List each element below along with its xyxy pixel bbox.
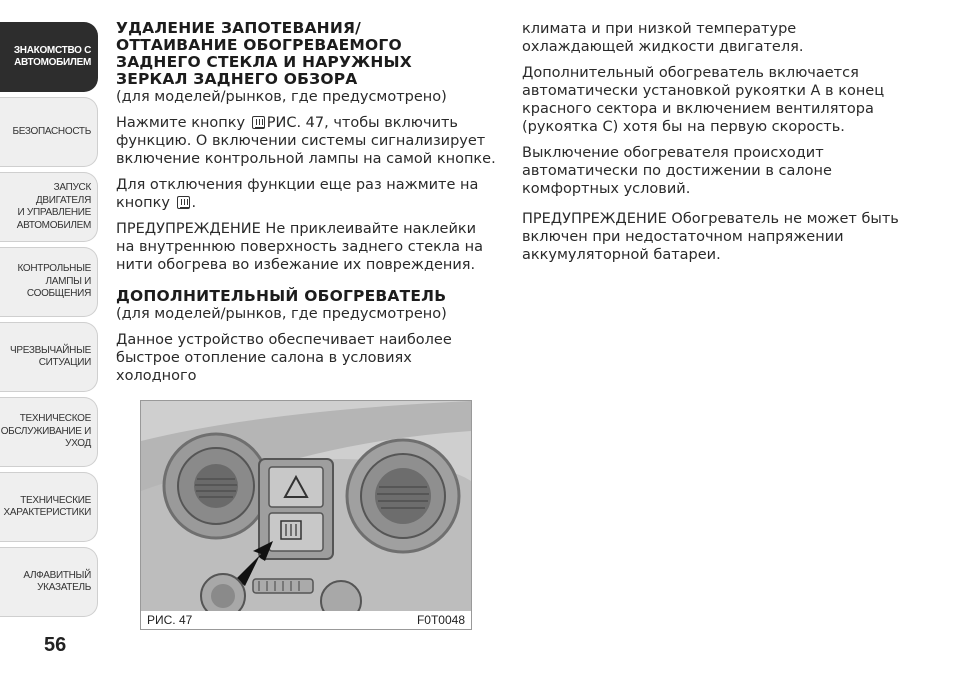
- text-fragment: РИС. 47, чтобы включить функцию. О включении системы сигнализирует включение контрольной лампы на самой кнопке.: [116, 115, 496, 167]
- tab-znakomstvo[interactable]: ЗНАКОМСТВО С АВТОМОБИЛЕМ: [0, 22, 98, 92]
- text-fragment: Для отключения функции еще раз нажмите на кнопку: [116, 177, 479, 211]
- availability-note: (для моделей/рынков, где предусмотрено): [116, 306, 447, 322]
- figure-caption: [141, 611, 471, 629]
- tab-zapusk[interactable]: ЗАПУСК ДВИГАТЕЛЯ И УПРАВЛЕНИЕ АВТОМОБИЛЕМ: [0, 172, 98, 242]
- paragraph-heater-cont: климата и при низкой температуре охлаждающей жидкости двигателя.: [522, 21, 804, 55]
- warning-stickers: ПРЕДУПРЕЖДЕНИЕ Не приклеивайте наклейки на внутреннюю поверхность заднего стекла на нити обогрева во избежание их повреждения.: [116, 221, 484, 273]
- section-heading-defrost: УДАЛЕНИЕ ЗАПОТЕВАНИЯ/ ОТТАИВАНИЕ ОБОГРЕВАЕМОГО ЗАДНЕГО СТЕКЛА И НАРУЖНЫХ ЗЕРКАЛ ЗАДНЕГО ОБЗОРА: [116, 19, 412, 88]
- paragraph-press-button: [116, 114, 496, 168]
- availability-note: (для моделей/рынков, где предусмотрено): [116, 89, 447, 105]
- text-fragment: .: [191, 195, 197, 211]
- paragraph-turn-off: [116, 176, 496, 212]
- page-number: 56: [44, 634, 67, 656]
- paragraph-heater-off: Выключение обогревателя происходит автоматически по достижении в салоне комфортных условий.: [522, 145, 832, 197]
- dashboard-illustration: [141, 401, 471, 611]
- rear-defrost-icon: [177, 196, 190, 209]
- tab-harakteristiki[interactable]: ТЕХНИЧЕСКИЕ ХАРАКТЕРИСТИКИ: [0, 472, 98, 542]
- warning-battery: ПРЕДУПРЕЖДЕНИЕ Обогреватель не может быть включен при недостаточном напряжении аккумуляторной батареи.: [522, 211, 899, 263]
- section-heading-heater: ДОПОЛНИТЕЛЬНЫЙ ОБОГРЕВАТЕЛЬ: [116, 287, 447, 305]
- tab-obsluzhivanie[interactable]: ТЕХНИЧЕСКОЕ ОБСЛУЖИВАНИЕ И УХОД: [0, 397, 98, 467]
- right-column: [522, 20, 902, 272]
- paragraph-heater-auto: Дополнительный обогреватель включается автоматически установкой рукоятки А в конец красного сектора и включением вентилятора (рукоятка С) хотя бы на первую скорость.: [522, 65, 885, 135]
- chapter-tabs: [0, 22, 100, 622]
- left-column: [116, 20, 496, 393]
- tab-kontrolnye-lampy[interactable]: КОНТРОЛЬНЫЕ ЛАМПЫ И СООБЩЕНИЯ: [0, 247, 98, 317]
- figure-47: [140, 400, 472, 630]
- paragraph-heater-intro: Данное устройство обеспечивает наиболее быстрое отопление салона в условиях холодного: [116, 332, 452, 384]
- figure-label: РИС. 47: [147, 613, 193, 627]
- figure-code: F0T0048: [416, 613, 465, 627]
- tab-bezopasnost[interactable]: БЕЗОПАСНОСТЬ: [0, 97, 98, 167]
- tab-ukazatel[interactable]: АЛФАВИТНЫЙ УКАЗАТЕЛЬ: [0, 547, 98, 617]
- tab-chrezvychainye[interactable]: ЧРЕЗВЫЧАЙНЫЕ СИТУАЦИИ: [0, 322, 98, 392]
- text-fragment: Нажмите кнопку: [116, 115, 246, 131]
- rear-defrost-icon: [252, 116, 265, 129]
